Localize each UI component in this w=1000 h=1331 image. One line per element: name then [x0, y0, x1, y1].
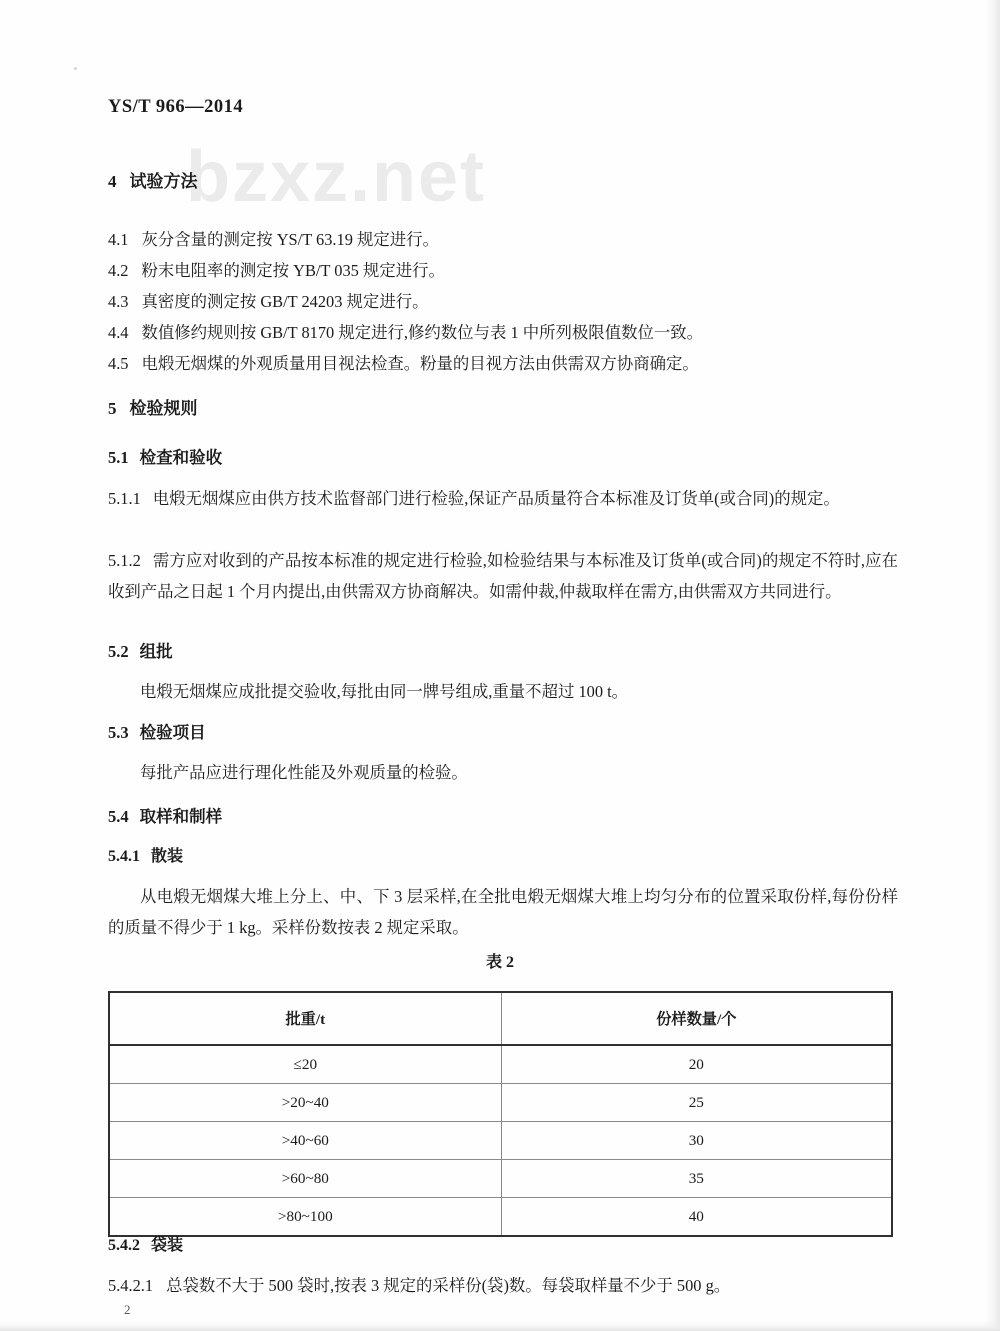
- table-cell-sample-count: 35: [501, 1160, 892, 1198]
- heading-section-5-4-1-number: 5.4.1: [108, 848, 140, 865]
- clause-4-2-text: 粉末电阻率的测定按 YB/T 035 规定进行。: [141, 261, 445, 280]
- clause-5-1-2: [108, 545, 898, 607]
- clause-4-5: [108, 350, 699, 374]
- clause-5-1-2-number: 5.1.2: [108, 551, 141, 570]
- table-2-caption: 表 2: [485, 954, 514, 971]
- heading-section-5-4-1-title: 散装: [151, 848, 184, 865]
- table-row: [109, 1045, 892, 1084]
- table-row: [109, 1122, 892, 1160]
- heading-section-4: [108, 167, 198, 192]
- heading-section-5: [108, 394, 198, 419]
- clause-5-4-2-1-text: 总袋数不大于 500 袋时,按表 3 规定的采样份(袋)数。每袋取样量不少于 500 g。: [166, 1276, 731, 1295]
- clause-4-4-text: 数值修约规则按 GB/T 8170 规定进行,修约数位与表 1 中所列极限值数位一致。: [141, 323, 704, 342]
- table-header-batch-weight: 批重/t: [109, 992, 501, 1045]
- scan-speck: [74, 67, 77, 70]
- clause-4-2-number: 4.2: [108, 261, 129, 280]
- clause-5-4-2-1: [108, 1272, 730, 1296]
- table-cell-batch-weight: ≤20: [109, 1045, 501, 1084]
- clause-5-4-2-1-number: 5.4.2.1: [108, 1276, 154, 1295]
- clause-4-4: [108, 319, 703, 343]
- heading-section-5-1: [108, 444, 222, 468]
- heading-section-5-2-title: 组批: [139, 642, 173, 661]
- heading-section-5-4-2: [108, 1232, 183, 1255]
- clause-4-1-text: 灰分含量的测定按 YS/T 63.19 规定进行。: [141, 230, 439, 249]
- table-cell-batch-weight: >80~100: [109, 1198, 501, 1237]
- heading-section-5-3: [108, 719, 206, 743]
- standard-code-header: YS/T 966—2014: [108, 97, 244, 117]
- scan-edge-bottom: [0, 1321, 1000, 1331]
- table-cell-sample-count: 25: [501, 1084, 892, 1122]
- clause-5-1-1: [108, 483, 898, 514]
- clause-4-3: [108, 288, 429, 312]
- table-row: [109, 1084, 892, 1122]
- clause-4-2: [108, 257, 445, 281]
- clause-4-1: [108, 226, 439, 250]
- table-cell-batch-weight: >20~40: [109, 1084, 501, 1122]
- heading-section-5-2: [108, 638, 173, 662]
- heading-section-4-number: 4: [108, 172, 117, 191]
- table-header-sample-count: 份样数量/个: [501, 992, 892, 1045]
- heading-section-5-number: 5: [108, 399, 117, 418]
- body-section-5-4-1: 从电煅无烟煤大堆上分上、中、下 3 层采样,在全批电煅无烟煤大堆上均匀分布的位置采取份样,每份份样的质量不得少于 1 kg。采样份数按表 2 规定采取。: [108, 887, 898, 937]
- heading-section-4-title: 试验方法: [129, 172, 198, 191]
- table-header-row: [109, 992, 892, 1045]
- table-cell-batch-weight: >40~60: [109, 1122, 501, 1160]
- clause-4-1-number: 4.1: [108, 230, 129, 249]
- heading-section-5-3-number: 5.3: [108, 723, 129, 742]
- body-section-5-2: 电煅无烟煤应成批提交验收,每批由同一牌号组成,重量不超过 100 t。: [140, 682, 629, 701]
- clause-4-5-number: 4.5: [108, 354, 129, 373]
- table-2: [108, 991, 893, 1237]
- watermark-bzxz: bzxz.net: [186, 137, 487, 217]
- clause-5-1-1-text: 电煅无烟煤应由供方技术监督部门进行检验,保证产品质量符合本标准及订货单(或合同)的规定。: [152, 489, 840, 508]
- heading-section-5-4: [108, 803, 222, 827]
- table-cell-sample-count: 20: [501, 1045, 892, 1084]
- clause-4-4-number: 4.4: [108, 323, 129, 342]
- heading-section-5-3-title: 检验项目: [139, 723, 206, 742]
- scan-edge-right: [984, 0, 1000, 1331]
- heading-section-5-title: 检验规则: [129, 399, 198, 418]
- table-row: [109, 1198, 892, 1237]
- heading-section-5-4-1: [108, 843, 183, 866]
- heading-section-5-1-title: 检查和验收: [139, 448, 223, 467]
- page-number: 2: [124, 1302, 131, 1317]
- heading-section-5-1-number: 5.1: [108, 448, 129, 467]
- heading-section-5-4-title: 取样和制样: [139, 807, 223, 826]
- body-section-5-3: 每批产品应进行理化性能及外观质量的检验。: [140, 763, 468, 782]
- heading-section-5-4-2-title: 袋装: [151, 1237, 184, 1254]
- clause-4-3-number: 4.3: [108, 292, 129, 311]
- table-cell-batch-weight: >60~80: [109, 1160, 501, 1198]
- heading-section-5-4-number: 5.4: [108, 807, 129, 826]
- table-cell-sample-count: 30: [501, 1122, 892, 1160]
- clause-5-1-1-number: 5.1.1: [108, 489, 141, 508]
- table-cell-sample-count: 40: [501, 1198, 892, 1237]
- clause-5-1-2-text: 需方应对收到的产品按本标准的规定进行检验,如检验结果与本标准及订货单(或合同)的规定不符时,应在收到产品之日起 1 个月内提出,由供需双方协商解决。如需仲裁,仲裁取样在需方,由供需双方共同进行。: [108, 551, 898, 601]
- table-row: [109, 1160, 892, 1198]
- heading-section-5-4-2-number: 5.4.2: [108, 1237, 140, 1254]
- heading-section-5-2-number: 5.2: [108, 642, 129, 661]
- clause-4-3-text: 真密度的测定按 GB/T 24203 规定进行。: [141, 292, 429, 311]
- clause-4-5-text: 电煅无烟煤的外观质量用目视法检查。粉量的目视方法由供需双方协商确定。: [141, 354, 699, 373]
